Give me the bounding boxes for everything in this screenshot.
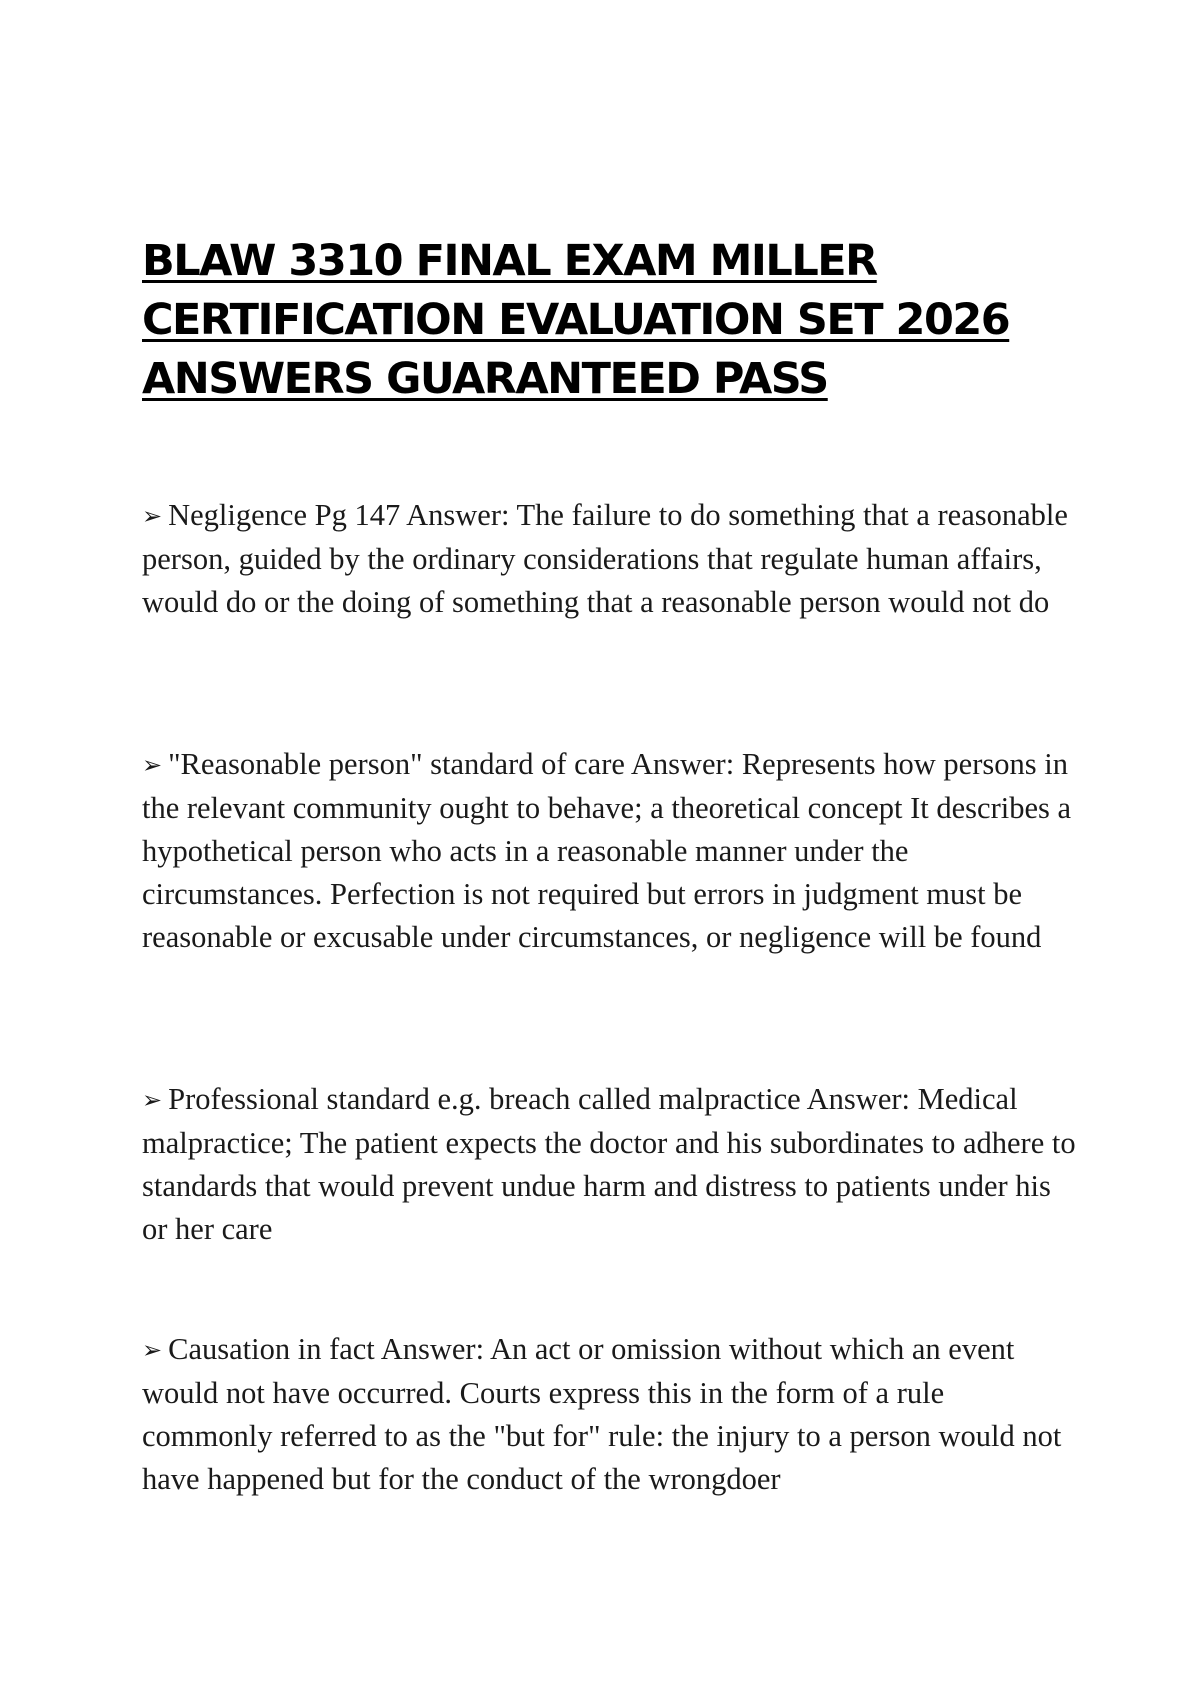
qa-entry-negligence bbox=[142, 494, 1082, 624]
qa-entry-text: Professional standard e.g. breach called malpractice Answer: Medical malpractice; The patient expects the doctor and his subordinates to adhere to standards that would prevent undue harm and distress to patients under his or her care bbox=[142, 1082, 1076, 1246]
qa-entry-reasonable-person bbox=[142, 743, 1082, 959]
arrow-bullet-icon: ➢ bbox=[142, 1086, 163, 1114]
qa-entry-professional-standard bbox=[142, 1078, 1082, 1251]
qa-entry-text: Negligence Pg 147 Answer: The failure to do something that a reasonable person, guided by the ordinary considerations that regulate human affairs, would do or the doing of something that a reasonable person would not do bbox=[142, 498, 1068, 619]
arrow-bullet-icon: ➢ bbox=[142, 1336, 163, 1364]
document-title: BLAW 3310 FINAL EXAM MILLER CERTIFICATION EVALUATION SET 2026 ANSWERS GUARANTEED PASS bbox=[142, 236, 1010, 404]
qa-entry-text: Causation in fact Answer: An act or omission without which an event would not have occurred. Courts express this in the form of a rule commonly referred to as the "but for" rule: the injury to a person would not have happened but for the conduct of the wrongdoer bbox=[142, 1332, 1062, 1496]
qa-entry-text: "Reasonable person" standard of care Answer: Represents how persons in the relevant community ought to behave; a theoretical concept It describes a hypothetical person who acts in a reasonable manner under the circumstances. Perfection is not required but errors in judgment must be reasonable or excusable under circumstances, or negligence will be found bbox=[142, 747, 1072, 954]
arrow-bullet-icon: ➢ bbox=[142, 502, 163, 530]
arrow-bullet-icon: ➢ bbox=[142, 751, 163, 779]
qa-entry-causation bbox=[142, 1328, 1082, 1501]
